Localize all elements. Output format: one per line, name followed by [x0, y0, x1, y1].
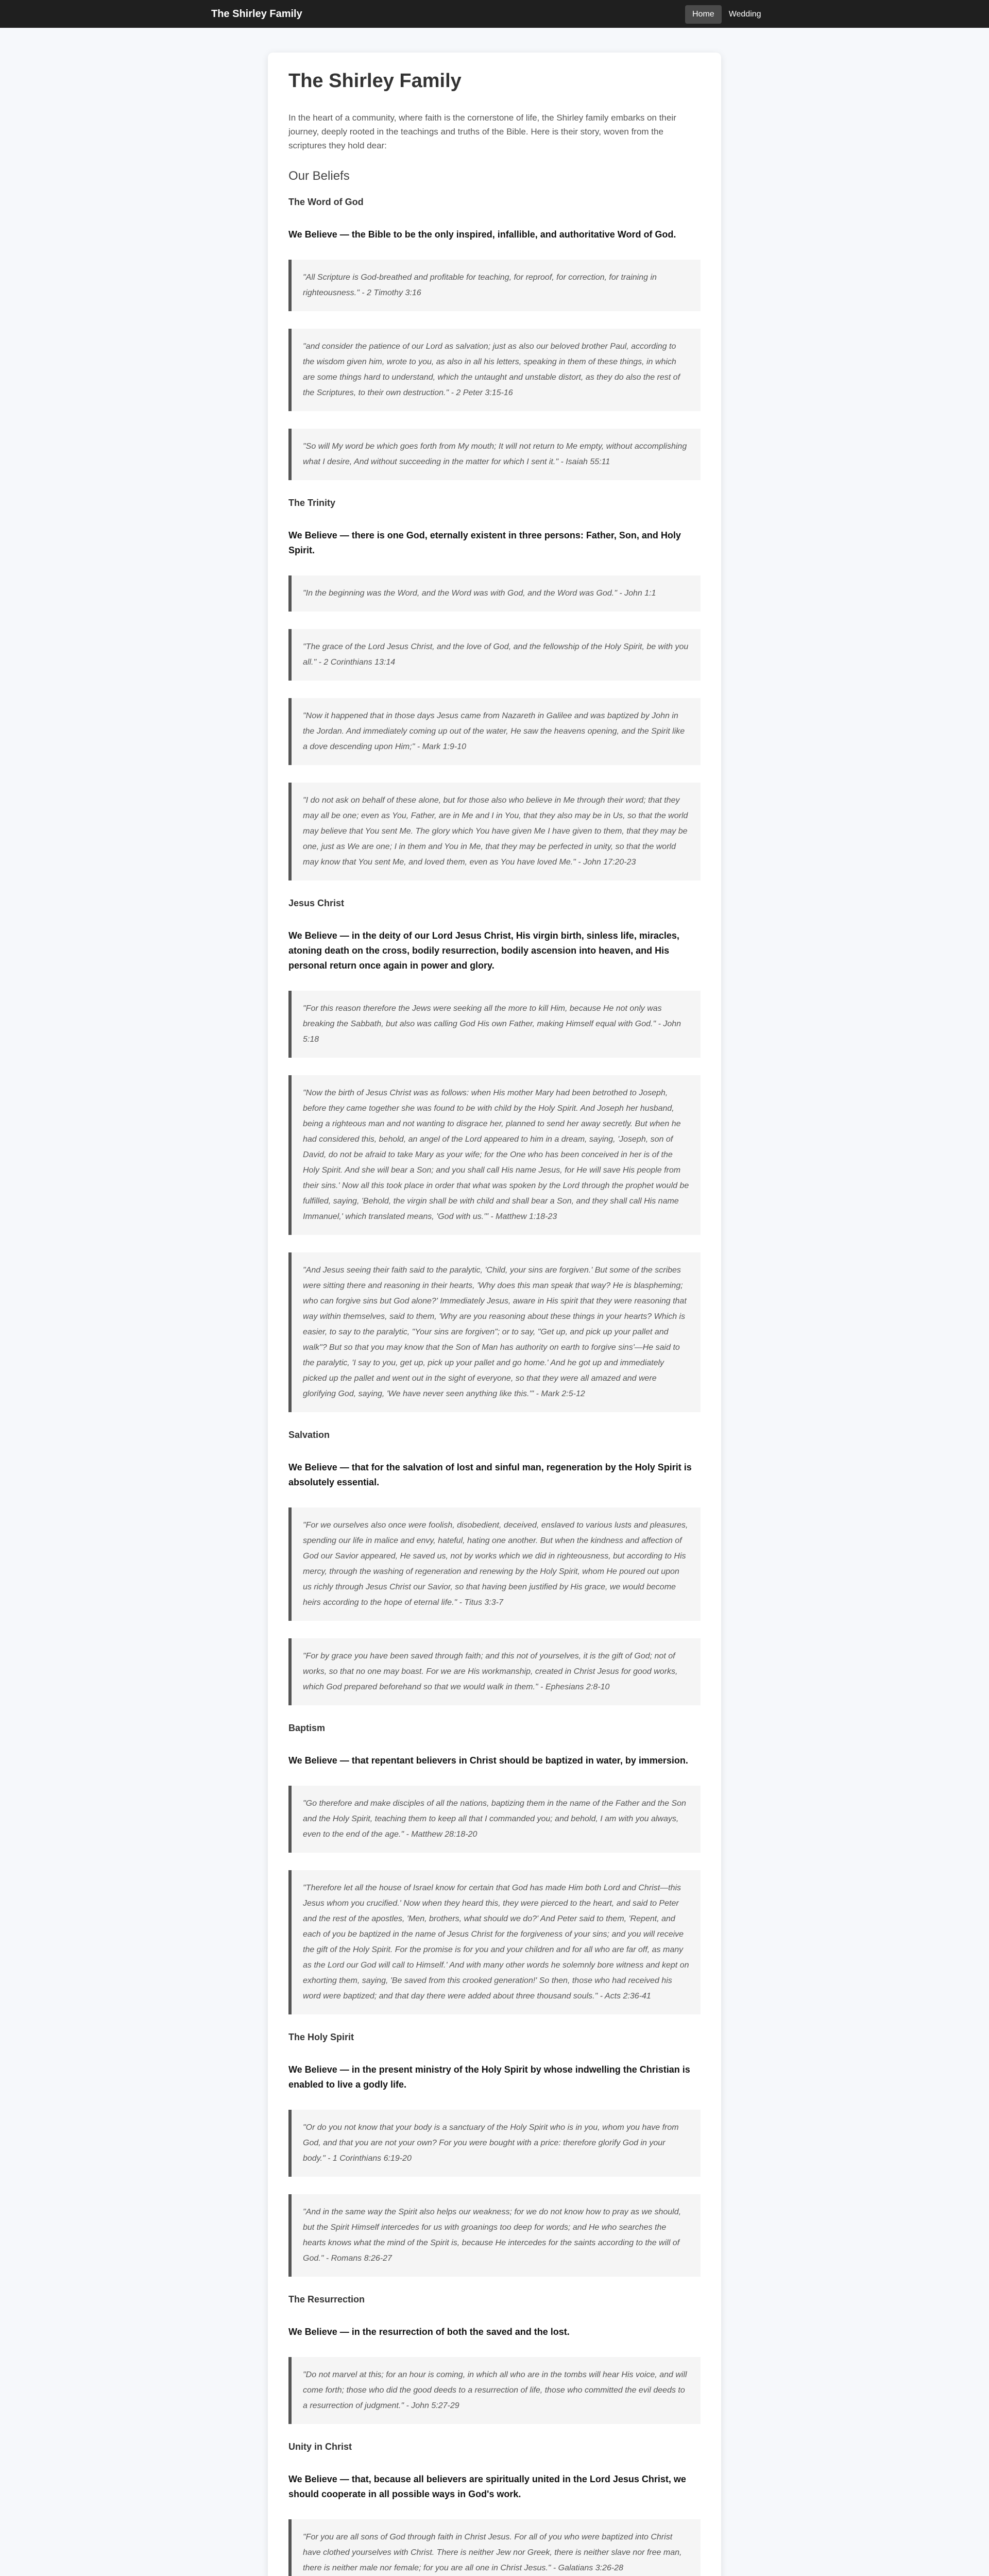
- scripture-quote: "For you are all sons of God through faith in Christ Jesus. For all of you who were baptized into Christ have clothed yourselves with Christ. There is neither Jew nor Greek, there is neither slave nor free man, there is neither male nor female; for you are all one in Christ Jesus." - Galatians 3:26-28: [288, 2519, 701, 2576]
- scripture-quote: "For this reason therefore the Jews were seeking all the more to kill Him, because He not only was breaking the Sabbath, but also was calling God His own Father, making Himself equal with God." - John 5:18: [288, 991, 701, 1058]
- belief-holy-spirit: [288, 2032, 701, 2277]
- belief-salvation: [288, 1430, 701, 1705]
- scripture-quote: "And Jesus seeing their faith said to the paralytic, 'Child, your sins are forgiven.' But some of the scribes were sitting there and reasoning in their hearts, 'Why does this man speak that way? He is blaspheming; who can forgive sins but God alone?' Immediately Jesus, aware in His spirit that they were reasoning that way within themselves, said to them, 'Why are you reasoning about these things in your hearts? Which is easier, to say to the paralytic, "Your sins are forgiven"; or to say, "Get up, and pick up your pallet and walk"? But so that you may know that the Son of Man has authority on earth to forgive sins'—He said to the paralytic, 'I say to you, get up, pick up your pallet and go home.' And he got up and immediately picked up the pallet and went out in the sight of everyone, so that they were all amazed and were glorifying God, saying, 'We have never seen anything like this.'" - Mark 2:5-12: [288, 1252, 701, 1412]
- belief-statement: We Believe — that, because all believers are spiritually united in the Lord Jesus Christ, we should cooperate in all possible ways in God's work.: [288, 2474, 686, 2499]
- belief-statement: We Believe — that repentant believers in Christ should be baptized in water, by immersion.: [288, 1755, 688, 1766]
- belief-title: Salvation: [288, 1430, 330, 1440]
- nav-link-wedding[interactable]: Wedding: [728, 10, 761, 19]
- belief-jesus-christ: [288, 898, 701, 1412]
- belief-title: The Resurrection: [288, 2294, 365, 2304]
- belief-statement: We Believe — that for the salvation of lost and sinful man, regeneration by the Holy Spirit is absolutely essential.: [288, 1462, 692, 1487]
- belief-statement: We Believe — in the deity of our Lord Jesus Christ, His virgin birth, sinless life, miracles, atoning death on the cross, bodily resurrection, bodily ascension into heaven, and His personal return once again in power and glory.: [288, 930, 679, 971]
- intro-paragraph: In the heart of a community, where faith is the cornerstone of life, the Shirley family embarks on their journey, deeply rooted in the teachings and truths of the Bible. Here is their story, woven from the scriptures they hold dear:: [288, 113, 676, 150]
- belief-statement: We Believe — the Bible to be the only inspired, infallible, and authoritative Word of God.: [288, 229, 676, 240]
- belief-unity-in-christ: [288, 2442, 701, 2576]
- belief-title: Unity in Christ: [288, 2442, 352, 2452]
- scripture-quote: "Or do you not know that your body is a sanctuary of the Holy Spirit who is in you, whom you have from God, and that you are not your own? For you were bought with a price: therefore glorify God in your body." - 1 Corinthians 6:19-20: [288, 2110, 701, 2177]
- belief-title: Jesus Christ: [288, 898, 345, 908]
- scripture-quote: "The grace of the Lord Jesus Christ, and the love of God, and the fellowship of the Holy Spirit, be with you all." - 2 Corinthians 13:14: [288, 629, 701, 681]
- scripture-quote: "Do not marvel at this; for an hour is coming, in which all who are in the tombs will hear His voice, and will come forth; those who did the good deeds to a resurrection of life, those who committed the evil deeds to a resurrection of judgment." - John 5:27-29: [288, 2357, 701, 2424]
- scripture-quote: "Now it happened that in those days Jesus came from Nazareth in Galilee and was baptized by John in the Jordan. And immediately coming up out of the water, He saw the heavens opening, and the Spirit like a dove descending upon Him;" - Mark 1:9-10: [288, 698, 701, 765]
- belief-baptism: [288, 1723, 701, 2014]
- scripture-quote: "I do not ask on behalf of these alone, but for those also who believe in Me through their word; that they may all be one; even as You, Father, are in Me and I in You, that they also may be in Us, so that the world may believe that You sent Me. The glory which You have given Me I have given to them, that they may be one, just as We are one; I in them and You in Me, that they may be perfected in unity, so that the world may know that You sent Me, and loved them, even as You have loved Me." - John 17:20-23: [288, 783, 701, 880]
- belief-title: Baptism: [288, 1723, 326, 1733]
- belief-title: The Word of God: [288, 197, 364, 207]
- scripture-quote: "Now the birth of Jesus Christ was as follows: when His mother Mary had been betrothed to Joseph, before they came together she was found to be with child by the Holy Spirit. And Joseph her husband, being a righteous man and not wanting to disgrace her, planned to send her away secretly. But when he had considered this, behold, an angel of the Lord appeared to him in a dream, saying, 'Joseph, son of David, do not be afraid to take Mary as your wife; for the One who has been conceived in her is of the Holy Spirit. And she will bear a Son; and you shall call His name Jesus, for He will save His people from their sins.' Now all this took place in order that what was spoken by the Lord through the prophet would be fulfilled, saying, 'Behold, the virgin shall be with child and shall bear a Son, and they shall call His name Immanuel,' which translated means, 'God with us.'" - Matthew 1:18-23: [288, 1075, 701, 1235]
- content-card: [268, 53, 721, 2576]
- scripture-quote: "All Scripture is God-breathed and profitable for teaching, for reproof, for correction, for training in righteousness." - 2 Timothy 3:16: [288, 260, 701, 311]
- nav-links: [685, 5, 769, 24]
- belief-statement: We Believe — there is one God, eternally existent in three persons: Father, Son, and Holy Spirit.: [288, 530, 681, 555]
- belief-title: The Holy Spirit: [288, 2032, 354, 2042]
- scripture-quote: "So will My word be which goes forth from My mouth; It will not return to Me empty, without accomplishing what I desire, And without succeeding in the matter for which I sent it." - Isaiah 55:11: [288, 429, 701, 480]
- scripture-quote: "and consider the patience of our Lord as salvation; just as also our beloved brother Paul, according to the wisdom given him, wrote to you, as also in all his letters, speaking in them of these things, in which are some things hard to understand, which the untaught and unstable distort, as they do also the rest of the Scriptures, to their own destruction." - 2 Peter 3:15-16: [288, 329, 701, 411]
- belief-statement: We Believe — in the present ministry of the Holy Spirit by whose indwelling the Christian is enabled to live a godly life.: [288, 2064, 690, 2090]
- navbar: [0, 0, 989, 28]
- scripture-quote: "And in the same way the Spirit also helps our weakness; for we do not know how to pray as we should, but the Spirit Himself intercedes for us with groanings too deep for words; and He who searches the hearts knows what the mind of the Spirit is, because He intercedes for the saints according to the will of God." - Romans 8:26-27: [288, 2194, 701, 2277]
- page-title: The Shirley Family: [288, 70, 462, 92]
- scripture-quote: "Therefore let all the house of Israel know for certain that God has made Him both Lord and Christ—this Jesus whom you crucified.' Now when they heard this, they were pierced to the heart, and said to Peter and the rest of the apostles, 'Men, brothers, what should we do?' And Peter said to them, 'Repent, and each of you be baptized in the name of Jesus Christ for the forgiveness of your sins; and you will receive the gift of the Holy Spirit. For the promise is for you and your children and for all who are far off, as many as the Lord our God will call to Himself.' And with many other words he solemnly bore witness and kept on exhorting them, saying, 'Be saved from this crooked generation!' So then, those who had received his word were baptized; and that day there were added about three thousand souls." - Acts 2:36-41: [288, 1870, 701, 2014]
- scripture-quote: "For we ourselves also once were foolish, disobedient, deceived, enslaved to various lusts and pleasures, spending our life in malice and envy, hateful, hating one another. But when the kindness and affection of God our Savior appeared, He saved us, not by works which we did in righteousness, but according to His mercy, through the washing of regeneration and renewing by the Holy Spirit, whom He poured out upon us richly through Jesus Christ our Savior, so that having been justified by His grace, we would become heirs according to the hope of eternal life." - Titus 3:3-7: [288, 1507, 701, 1621]
- scripture-quote: "For by grace you have been saved through faith; and this not of yourselves, it is the gift of God; not of works, so that no one may boast. For we are His workmanship, created in Christ Jesus for good works, which God prepared beforehand so that we would walk in them." - Ephesians 2:8-10: [288, 1638, 701, 1705]
- belief-trinity: [288, 498, 701, 880]
- section-title-beliefs: Our Beliefs: [288, 169, 350, 183]
- nav-link-home[interactable]: Home: [685, 5, 722, 24]
- belief-word-of-god: [288, 197, 701, 480]
- belief-statement: We Believe — in the resurrection of both the saved and the lost.: [288, 2327, 570, 2337]
- brand-link[interactable]: The Shirley Family: [211, 8, 302, 20]
- belief-resurrection: [288, 2294, 701, 2424]
- scripture-quote: "In the beginning was the Word, and the Word was with God, and the Word was God." - John 1:1: [288, 575, 701, 612]
- belief-title: The Trinity: [288, 498, 336, 508]
- scripture-quote: "Go therefore and make disciples of all the nations, baptizing them in the name of the Father and the Son and the Holy Spirit, teaching them to keep all that I commanded you; and behold, I am with you always, even to the end of the age." - Matthew 28:18-20: [288, 1786, 701, 1853]
